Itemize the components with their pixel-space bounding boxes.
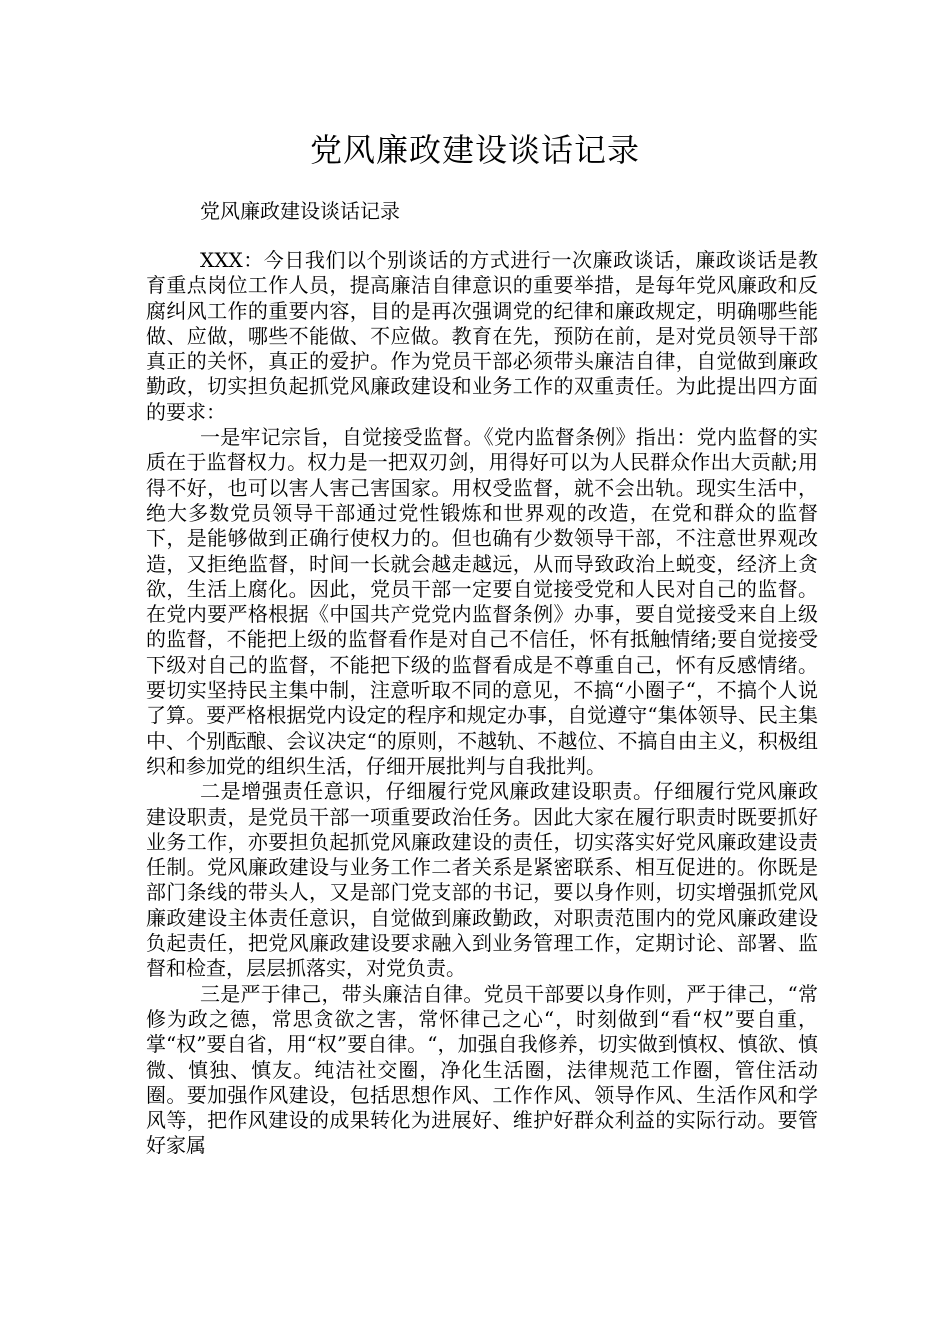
- document-body: [146, 248, 818, 1159]
- body-paragraph-point-3: 三是严于律己，带头廉洁自律。党员干部要以身作则，严于律己，“常修为政之德，常思贪欲之害，常怀律己之心“，时刻做到“看“权”要自重，掌“权”要自省，用“权”要自律。“，加强自我修养，切实做到慎权、慎欲、慎微、慎独、慎友。纯洁社交圈，净化生活圈，法律规范工作圈，管住活动圈。要加强作风建设，包括思想作风、工作作风、领导作风、生活作风和学风等，把作风建设的成果转化为进展好、维护好群众利益的实际行动。要管好家属: [146, 981, 818, 1158]
- body-paragraph-intro: XXX：今日我们以个别谈话的方式进行一次廉政谈话，廉政谈话是教育重点岗位工作人员，提高廉洁自律意识的重要举措，是每年党风廉政和反腐纠风工作的重要内容，目的是再次强调党的纪律和廉政规定，明确哪些能做、应做，哪些不能做、不应做。教育在先，预防在前，是对党员领导干部真正的关怀，真正的爱护。作为党员干部必须带头廉洁自律，自觉做到廉政勤政，切实担负起抓党风廉政建设和业务工作的双重责任。为此提出四方面的要求：: [146, 248, 818, 424]
- body-paragraph-point-2: 二是增强责任意识，仔细履行党风廉政建设职责。仔细履行党风廉政建设职责，是党员干部一项重要政治任务。因此大家在履行职责时既要抓好业务工作，亦要担负起抓党风廉政建设的责任，切实落实好党风廉政建设责任制。党风廉政建设与业务工作二者关系是紧密联系、相互促进的。你既是部门条线的带头人，又是部门党支部的书记，要以身作则，切实增强抓党风廉政建设主体责任意识，自觉做到廉政勤政，对职责范围内的党风廉政建设负起责任，把党风廉政建设要求融入到业务管理工作，定期讨论、部署、监督和检查，层层抓落实，对党负责。: [146, 779, 818, 981]
- document-title: 党风廉政建设谈话记录: [309, 131, 640, 169]
- body-paragraph-point-1: 一是牢记宗旨，自觉接受监督。《党内监督条例》指出：党内监督的实质在于监督权力。权力是一把双刃剑，用得好可以为人民群众作出大贡献;用得不好，也可以害人害己害国家。用权受监督，就不会出轨。现实生活中，绝大多数党员领导干部通过党性锻炼和世界观的改造，在党和群众的监督下，是能够做到正确行使权力的。但也确有少数领导干部，不注意世界观改造，又拒绝监督，时间一长就会越走越远，从而导致政治上蜕变，经济上贪欲，生活上腐化。因此，党员干部一定要自觉接受党和人民对自己的监督。在党内要严格根据《中国共产党党内监督条例》办事，要自觉接受来自上级的监督，不能把上级的监督看作是对自己不信任，怀有抵触情绪;要自觉接受下级对自己的监督，不能把下级的监督看成是不尊重自己，怀有反感情绪。要切实坚持民主集中制，注意听取不同的意见，不搞“小圈子“，不搞个人说了算。要严格根据党内设定的程序和规定办事，自觉遵守“集体领导、民主集中、个别酝酿、会议决定“的原则，不越轨、不越位、不搞自由主义，积极组织和参加党的组织生活，仔细开展批判与自我批判。: [146, 425, 818, 778]
- document-subtitle: 党风廉政建设谈话记录: [200, 199, 400, 223]
